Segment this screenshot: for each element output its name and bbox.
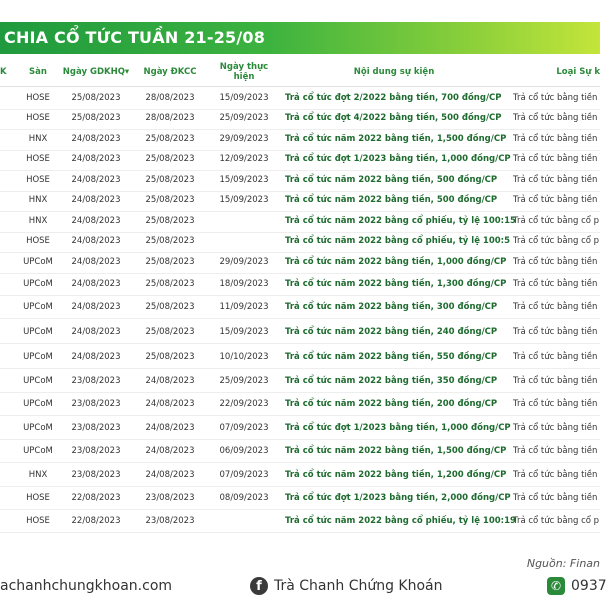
cell-dkcc: 25/08/2023 (145, 352, 195, 362)
cell-dkcc: 28/08/2023 (145, 93, 195, 103)
cell-loai: Trả cổ tức bằng tiền (513, 134, 598, 144)
header-gdkhq[interactable]: Ngày GDKHQ▾ (62, 67, 130, 77)
cell-san: HOSE (26, 236, 50, 246)
cell-thuc-hien: 10/10/2023 (219, 352, 269, 362)
cell-thuc-hien: 08/09/2023 (219, 493, 269, 503)
cell-noi-dung: Trả cổ tức năm 2022 bằng tiền, 1,000 đồng/CP (285, 257, 507, 267)
table-row (0, 464, 600, 487)
footer-facebook[interactable] (250, 577, 443, 595)
facebook-icon: f (250, 577, 268, 595)
table-row (0, 148, 600, 171)
cell-dkcc: 25/08/2023 (145, 279, 195, 289)
cell-gdkhq: 25/08/2023 (71, 93, 121, 103)
cell-noi-dung: Trả cổ tức năm 2022 bằng tiền, 1,500 đồng/CP (285, 134, 507, 144)
cell-thuc-hien (206, 210, 282, 232)
cell-loai: Trả cổ tức bằng cổ p (513, 516, 600, 526)
footer-website[interactable]: achanhchungkhoan.com (0, 578, 173, 594)
cell-noi-dung: Trả cổ tức năm 2022 bằng tiền, 550 đồng/CP (285, 352, 498, 362)
cell-dkcc: 23/08/2023 (145, 516, 195, 526)
cell-thuc-hien: 15/09/2023 (219, 195, 269, 205)
cell-loai: Trả cổ tức bằng tiền (513, 195, 598, 205)
cell-gdkhq: 23/08/2023 (71, 446, 121, 456)
cell-dkcc: 23/08/2023 (145, 493, 195, 503)
cell-thuc-hien (206, 230, 282, 252)
cell-noi-dung: Trả cổ tức năm 2022 bằng cổ phiếu, tỷ lệ 100:5 (285, 236, 510, 246)
cell-noi-dung: Trả cổ tức năm 2022 bằng tiền, 200 đồng/CP (285, 399, 498, 409)
cell-noi-dung: Trả cổ tức năm 2022 bằng tiền, 500 đồng/CP (285, 195, 498, 205)
cell-noi-dung: Trả cổ tức năm 2022 bằng tiền, 1,200 đồng/CP (285, 470, 507, 480)
cell-gdkhq: 24/08/2023 (71, 216, 121, 226)
page-title: CHIA CỔ TỨC TUẦN 21-25/08 (4, 28, 266, 47)
cell-gdkhq: 24/08/2023 (71, 327, 121, 337)
table-row (0, 230, 600, 253)
cell-thuc-hien: 29/09/2023 (219, 257, 269, 267)
cell-loai: Trả cổ tức bằng tiền (513, 493, 598, 503)
cell-dkcc: 28/08/2023 (145, 113, 195, 123)
cell-noi-dung: Trả cổ tức đợt 1/2023 bằng tiền, 2,000 đồng/CP (285, 493, 511, 503)
table-row (0, 189, 600, 212)
cell-gdkhq: 22/08/2023 (71, 516, 121, 526)
cell-dkcc: 25/08/2023 (145, 257, 195, 267)
cell-noi-dung: Trả cổ tức đợt 4/2022 bằng tiền, 500 đồng/CP (285, 113, 502, 123)
cell-san: HNX (28, 470, 48, 480)
cell-gdkhq: 24/08/2023 (71, 195, 121, 205)
cell-loai: Trả cổ tức bằng tiền (513, 257, 598, 267)
cell-loai: Trả cổ tức bằng tiền (513, 154, 598, 164)
cell-noi-dung: Trả cổ tức đợt 1/2023 bằng tiền, 1,000 đồng/CP (285, 154, 511, 164)
footer-phone[interactable] (547, 577, 607, 595)
cell-san: HOSE (26, 175, 50, 185)
cell-noi-dung: Trả cổ tức năm 2022 bằng tiền, 1,300 đồng/CP (285, 279, 507, 289)
cell-gdkhq: 24/08/2023 (71, 352, 121, 362)
cell-loai: Trả cổ tức bằng tiền (513, 302, 598, 312)
cell-san: UPCoM (23, 302, 53, 312)
cell-san: UPCoM (23, 376, 53, 386)
cell-loai: Trả cổ tức bằng tiền (513, 93, 598, 103)
cell-san: HOSE (26, 113, 50, 123)
cell-dkcc: 24/08/2023 (145, 423, 195, 433)
table-row (0, 417, 600, 440)
cell-san: UPCoM (23, 423, 53, 433)
cell-gdkhq: 24/08/2023 (71, 279, 121, 289)
cell-noi-dung: Trả cổ tức đợt 1/2023 bằng tiền, 1,000 đồng/CP (285, 423, 511, 433)
cell-thuc-hien: 25/09/2023 (219, 113, 269, 123)
cell-san: HNX (28, 134, 48, 144)
cell-noi-dung: Trả cổ tức năm 2022 bằng cổ phiếu, tỷ lệ 100:19 (285, 516, 516, 526)
cell-loai: Trả cổ tức bằng tiền (513, 446, 598, 456)
cell-loai: Trả cổ tức bằng cổ p (513, 216, 600, 226)
cell-gdkhq: 24/08/2023 (71, 236, 121, 246)
table-row (0, 346, 600, 369)
header-san: Sàn (29, 67, 47, 77)
phone-icon: ✆ (547, 577, 565, 595)
cell-noi-dung: Trả cổ tức năm 2022 bằng tiền, 300 đồng/CP (285, 302, 498, 312)
cell-dkcc: 25/08/2023 (145, 154, 195, 164)
cell-san: HNX (28, 216, 48, 226)
cell-noi-dung: Trả cổ tức năm 2022 bằng cổ phiếu, tỷ lệ 100:15 (285, 216, 516, 226)
cell-dkcc: 25/08/2023 (145, 175, 195, 185)
table-row (0, 510, 600, 533)
cell-san: HOSE (26, 516, 50, 526)
cell-thuc-hien: 12/09/2023 (219, 154, 269, 164)
cell-gdkhq: 23/08/2023 (71, 423, 121, 433)
cell-dkcc: 24/08/2023 (145, 376, 195, 386)
cell-san: UPCoM (23, 446, 53, 456)
cell-dkcc: 25/08/2023 (145, 134, 195, 144)
cell-loai: Trả cổ tức bằng tiền (513, 423, 598, 433)
cell-thuc-hien: 15/09/2023 (219, 93, 269, 103)
cell-gdkhq: 24/08/2023 (71, 175, 121, 185)
title-banner (0, 22, 600, 54)
cell-san: UPCoM (23, 352, 53, 362)
cell-dkcc: 24/08/2023 (145, 399, 195, 409)
header-dkcc: Ngày ĐKCC (143, 67, 197, 77)
cell-san: HOSE (26, 154, 50, 164)
cell-san: UPCoM (23, 279, 53, 289)
table-row (0, 296, 600, 319)
cell-gdkhq: 24/08/2023 (71, 302, 121, 312)
cell-thuc-hien: 06/09/2023 (219, 446, 269, 456)
cell-thuc-hien: 15/09/2023 (219, 175, 269, 185)
cell-san: HNX (28, 195, 48, 205)
footer-facebook-label: Trà Chanh Chứng Khoán (274, 578, 443, 594)
cell-gdkhq: 24/08/2023 (71, 257, 121, 267)
cell-loai: Trả cổ tức bằng tiền (513, 399, 598, 409)
table-row (0, 370, 600, 393)
header-thuc-hien (206, 58, 282, 86)
cell-noi-dung: Trả cổ tức năm 2022 bằng tiền, 500 đồng/CP (285, 175, 498, 185)
cell-loai: Trả cổ tức bằng tiền (513, 327, 598, 337)
cell-san: HOSE (26, 493, 50, 503)
cell-noi-dung: Trả cổ tức năm 2022 bằng tiền, 350 đồng/CP (285, 376, 498, 386)
header-ck: K (0, 67, 7, 77)
cell-san: UPCoM (23, 257, 53, 267)
cell-gdkhq: 23/08/2023 (71, 376, 121, 386)
cell-loai: Trả cổ tức bằng tiền (513, 175, 598, 185)
cell-dkcc: 24/08/2023 (145, 446, 195, 456)
cell-thuc-hien: 25/09/2023 (219, 376, 269, 386)
cell-san: UPCoM (23, 327, 53, 337)
cell-dkcc: 25/08/2023 (145, 236, 195, 246)
cell-gdkhq: 23/08/2023 (71, 470, 121, 480)
footer (0, 574, 607, 600)
cell-thuc-hien: 22/09/2023 (219, 399, 269, 409)
header-thuc-hien-line2: hiện (233, 72, 255, 82)
cell-loai: Trả cổ tức bằng tiền (513, 113, 598, 123)
cell-thuc-hien: 18/09/2023 (219, 279, 269, 289)
cell-noi-dung: Trả cổ tức đợt 2/2022 bằng tiền, 700 đồng/CP (285, 93, 502, 103)
cell-loai: Trả cổ tức bằng tiền (513, 279, 598, 289)
cell-gdkhq: 22/08/2023 (71, 493, 121, 503)
footer-phone-number: 0937 (571, 578, 607, 594)
cell-loai: Trả cổ tức bằng tiền (513, 352, 598, 362)
cell-loai: Trả cổ tức bằng cổ p (513, 236, 600, 246)
header-noi-dung: Nội dung sự kiện (353, 67, 435, 77)
cell-dkcc: 25/08/2023 (145, 327, 195, 337)
cell-noi-dung: Trả cổ tức năm 2022 bằng tiền, 240 đồng/CP (285, 327, 498, 337)
cell-gdkhq: 24/08/2023 (71, 134, 121, 144)
table-row (0, 487, 600, 510)
cell-gdkhq: 24/08/2023 (71, 154, 121, 164)
cell-thuc-hien: 07/09/2023 (219, 470, 269, 480)
cell-thuc-hien: 29/09/2023 (219, 134, 269, 144)
table-row (0, 251, 600, 274)
table-row (0, 107, 600, 130)
cell-loai: Trả cổ tức bằng tiền (513, 376, 598, 386)
cell-san: HOSE (26, 93, 50, 103)
source-note: Nguồn: Finan (526, 557, 600, 570)
cell-thuc-hien: 07/09/2023 (219, 423, 269, 433)
cell-thuc-hien: 15/09/2023 (219, 327, 269, 337)
cell-dkcc: 25/08/2023 (145, 216, 195, 226)
cell-thuc-hien (206, 510, 282, 532)
cell-loai: Trả cổ tức bằng tiền (513, 470, 598, 480)
table-header (0, 58, 600, 87)
header-thuc-hien-line1: Ngày thực (219, 62, 269, 72)
cell-dkcc: 25/08/2023 (145, 195, 195, 205)
cell-dkcc: 24/08/2023 (145, 470, 195, 480)
cell-san: UPCoM (23, 399, 53, 409)
table-row (0, 321, 600, 344)
cell-noi-dung: Trả cổ tức năm 2022 bằng tiền, 1,500 đồng/CP (285, 446, 507, 456)
cell-gdkhq: 23/08/2023 (71, 399, 121, 409)
table-row (0, 273, 600, 296)
cell-gdkhq: 25/08/2023 (71, 113, 121, 123)
table-row (0, 440, 600, 463)
cell-dkcc: 25/08/2023 (145, 302, 195, 312)
table-row (0, 393, 600, 416)
header-loai: Loại Sự k (556, 67, 600, 77)
cell-thuc-hien: 11/09/2023 (219, 302, 269, 312)
